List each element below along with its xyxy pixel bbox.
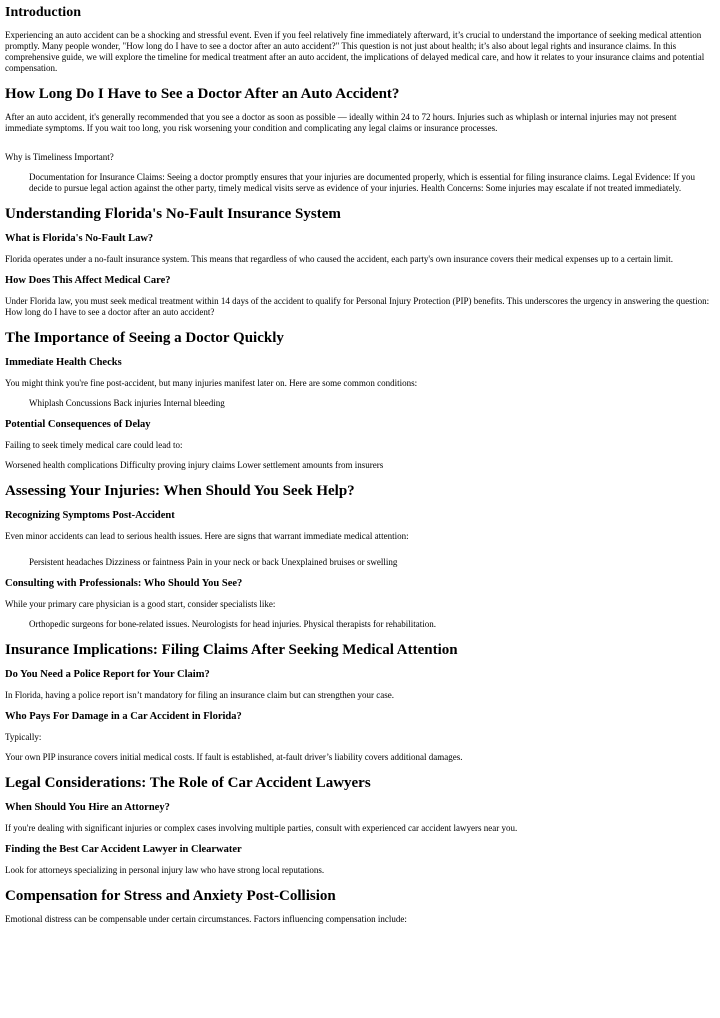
insurance-q1-heading: Do You Need a Police Report for Your Claim? [5,669,210,680]
how-long-paragraph: After an auto accident, it's generally recommended that you see a doctor as soon as possible — ideally within 24 to 72 hours. Injuries such as whiplash or internal injuries may not present immediate symptoms. If you wait too long, you risk worsening your condition and complicating any legal claims or insurance processes. [5,112,677,133]
compensation-heading: Compensation for Stress and Anxiety Post-Collision [5,888,336,904]
assessing-a1-paragraph: Even minor accidents can lead to serious health issues. Here are signs that warrant immediate medical attention: [5,531,409,541]
how-long-heading: How Long Do I Have to See a Doctor After an Auto Accident? [5,86,400,102]
legal-a1-paragraph: If you're dealing with significant injuries or complex cases involving multiple parties, consult with experienced car accident lawyers near you. [5,823,518,833]
insurance-a2-paragraph: Typically: [5,732,42,742]
assessing-q1-heading: Recognizing Symptoms Post-Accident [5,510,175,521]
common-conditions-list: Whiplash Concussions Back injuries Internal bleeding [29,398,225,408]
importance-heading: The Importance of Seeing a Doctor Quickly [5,330,284,346]
legal-a2-paragraph: Look for attorneys specializing in personal injury law who have strong local reputations. [5,865,325,875]
importance-q2-heading: Potential Consequences of Delay [5,419,151,430]
insurance-a1-paragraph: In Florida, having a police report isn’t mandatory for filing an insurance claim but can strengthen your case. [5,690,394,700]
specialists-list: Orthopedic surgeons for bone-related issues. Neurologists for head injuries. Physical therapists for rehabilitation. [29,619,436,629]
florida-a2-paragraph: Under Florida law, you must seek medical treatment within 14 days of the accident to qualify for Personal Injury Protection (PIP) benefits. This underscores the urgency in answering the question: How long do I have to see a doctor after an auto accident? [5,296,710,317]
symptoms-list: Persistent headaches Dizziness or faintness Pain in your neck or back Unexplained bruises or swelling [29,557,398,567]
assessing-heading: Assessing Your Injuries: When Should You Seek Help? [5,483,355,499]
intro-paragraph: Experiencing an auto accident can be a shocking and stressful event. Even if you feel relatively fine immediately afterward, it’s crucial to understand the importance of seeking medical attention promptly. Many people wonder, "How long do I have to see a doctor after an auto accident?" This question is not just about health; it’s also about legal rights and insurance claims. In this comprehensive guide, we will explore the timeline for medical treatment after an auto accident, the implications of delayed medical care, and how it relates to your insurance claims and potential compensation. [5,30,705,73]
importance-a2-paragraph: Failing to seek timely medical care could lead to: [5,440,183,450]
florida-heading: Understanding Florida's No-Fault Insurance System [5,206,341,222]
delay-consequences-list: Worsened health complications Difficulty proving injury claims Lower settlement amounts from insurers [5,460,384,470]
importance-a1-paragraph: You might think you're fine post-accident, but many injuries manifest later on. Here are some common conditions: [5,378,418,388]
florida-a1-paragraph: Florida operates under a no-fault insurance system. This means that regardless of who caused the accident, each party's own insurance covers their medical expenses up to a certain limit. [5,254,673,264]
florida-q1-heading: What is Florida's No-Fault Law? [5,233,154,244]
compensation-paragraph: Emotional distress can be compensable under certain circumstances. Factors influencing compensation include: [5,914,407,924]
importance-q1-heading: Immediate Health Checks [5,357,122,368]
insurance-heading: Insurance Implications: Filing Claims After Seeking Medical Attention [5,642,458,658]
why-timeliness-list: Documentation for Insurance Claims: Seeing a doctor promptly ensures that your injuries are documented properly, which is essential for filing insurance claims. Legal Evidence: If you decide to pursue legal action against the other party, timely medical visits serve as evidence of your injuries. Health Concerns: Some injuries may escalate if not treated immediately. [29,172,695,193]
insurance-q2-heading: Who Pays For Damage in a Car Accident in Florida? [5,711,242,722]
legal-q2-heading: Finding the Best Car Accident Lawyer in Clearwater [5,844,242,855]
assessing-q2-heading: Consulting with Professionals: Who Should You See? [5,578,243,589]
why-timeliness-label: Why is Timeliness Important? [5,152,114,162]
insurance-a2b-paragraph: Your own PIP insurance covers initial medical costs. If fault is established, at-fault driver’s liability covers additional damages. [5,752,463,762]
intro-heading: Introduction [5,5,81,20]
legal-q1-heading: When Should You Hire an Attorney? [5,802,170,813]
legal-heading: Legal Considerations: The Role of Car Accident Lawyers [5,775,371,791]
assessing-a2-paragraph: While your primary care physician is a good start, consider specialists like: [5,599,276,609]
florida-q2-heading: How Does This Affect Medical Care? [5,275,171,286]
